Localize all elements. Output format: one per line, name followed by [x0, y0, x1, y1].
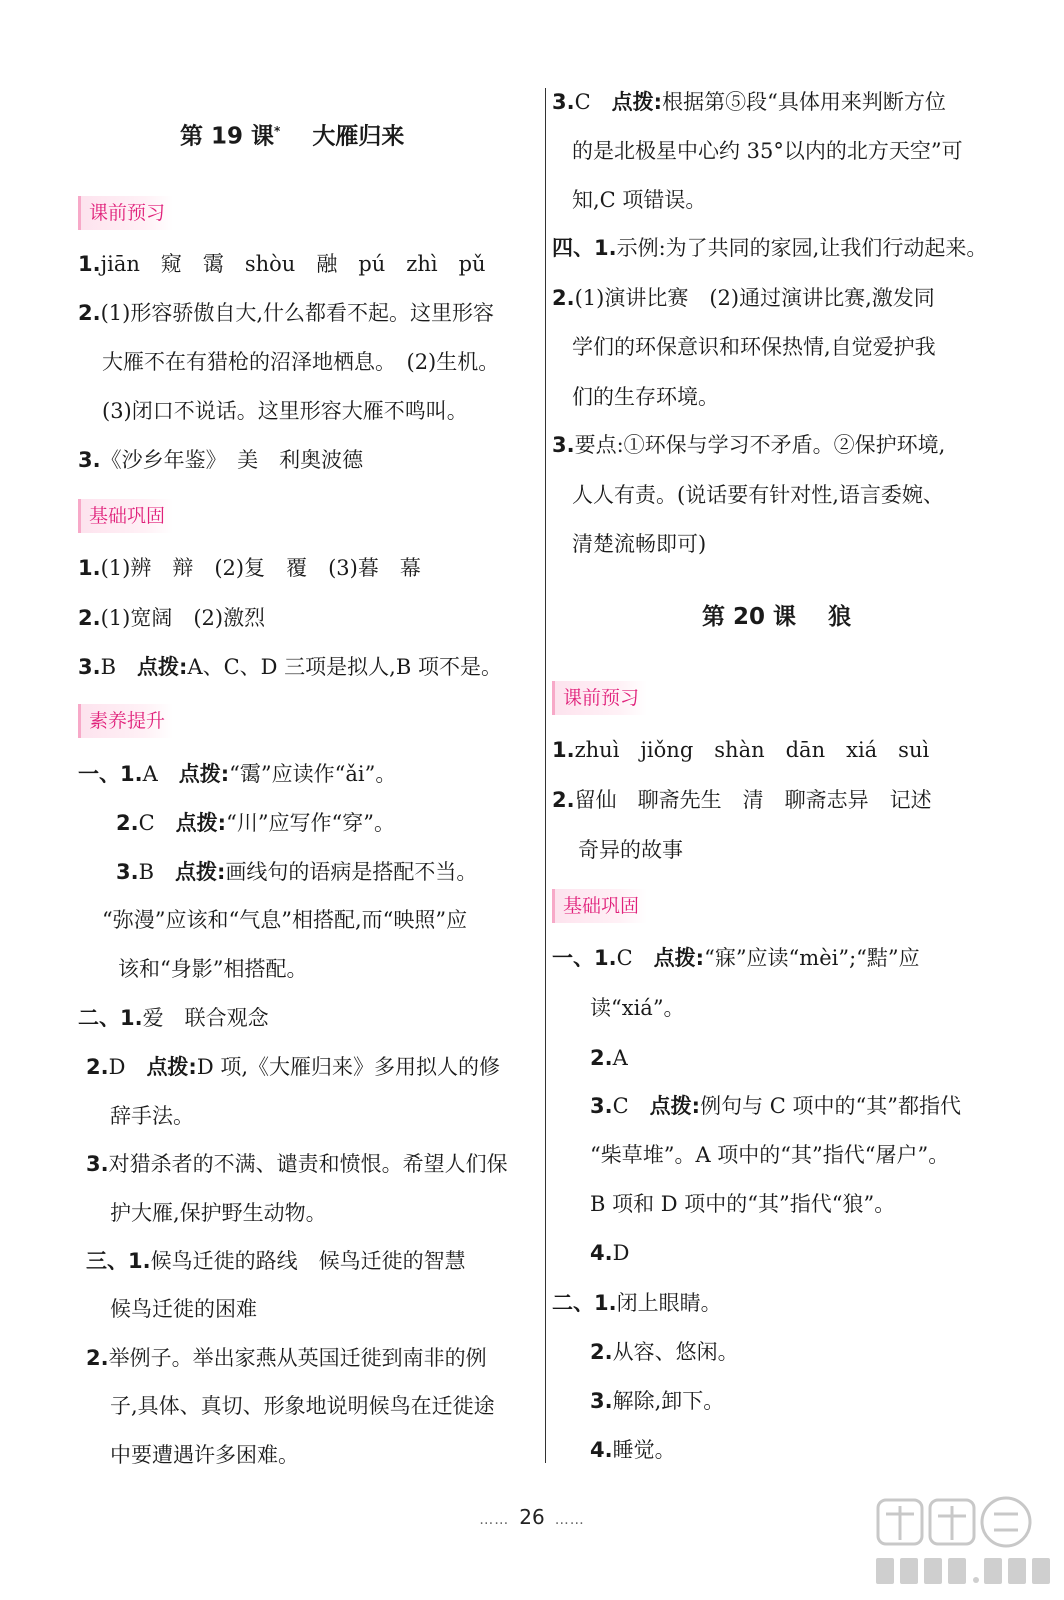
- answer-line: 1.(1)辨 辩 (2)复 覆 (3)暮 幕: [78, 556, 421, 580]
- answer-line: 们的生存环境。: [572, 385, 719, 409]
- answer-line: 子,具体、真切、形象地说明候鸟在迁徙途: [110, 1394, 495, 1418]
- answer-line: 1.jiān 窥 霭 shòu 融 pú zhì pǔ: [78, 252, 486, 276]
- answer-line: “柴草堆”。A 项中的“其”指代“屠户”。: [590, 1143, 950, 1167]
- answer-line: “弥漫”应该和“气息”相搭配,而“映照”应: [102, 908, 468, 932]
- watermark-logo: [872, 1492, 1052, 1592]
- answer-line: 2.从容、悠闲。: [590, 1340, 739, 1364]
- answer-line: 3.要点:①环保与学习不矛盾。②保护环境,: [552, 433, 946, 457]
- section-header-basic: 基础巩固: [552, 889, 647, 923]
- answer-line: 2.A: [590, 1046, 628, 1070]
- answer-line: 2.D 点拨:D 项,《大雁归来》多用拟人的修: [86, 1055, 501, 1079]
- lesson-number: 第 20 课: [702, 604, 797, 630]
- footer-dots: ……: [554, 1512, 585, 1528]
- lesson-20-title: [702, 602, 851, 632]
- answer-line: 中要遭遇许多困难。: [110, 1443, 299, 1467]
- answer-line: 2.C 点拨:“川”应写作“穿”。: [116, 811, 396, 835]
- answer-line: 二、1.闭上眼睛。: [552, 1291, 722, 1315]
- answer-line: 辞手法。: [110, 1104, 194, 1128]
- answer-line: 人人有责。(说话要有针对性,语言委婉、: [572, 483, 944, 507]
- page-number: 26: [519, 1505, 545, 1529]
- answer-line: 四、1.示例:为了共同的家园,让我们行动起来。: [552, 236, 988, 260]
- answer-line: (3)闭口不说话。这里形容大雁不鸣叫。: [102, 399, 468, 423]
- footer-dots: ……: [479, 1512, 510, 1528]
- answer-line: 学们的环保意识和环保热情,自觉爱护我: [572, 335, 936, 359]
- answer-line: 3.《沙乡年鉴》 美 利奥波德: [78, 448, 364, 472]
- column-divider: [545, 88, 546, 1463]
- answer-line: 3.C 点拨:例句与 C 项中的“其”都指代: [590, 1094, 961, 1118]
- answer-line: 护大雁,保护野生动物。: [110, 1201, 327, 1225]
- section-header-improve: 素养提升: [78, 704, 173, 738]
- answer-line: 清楚流畅即可): [572, 532, 707, 556]
- answer-line: 2.留仙 聊斋先生 清 聊斋志异 记述: [552, 788, 932, 812]
- answer-line: 该和“身影”相搭配。: [118, 957, 308, 981]
- answer-line: 一、1.A 点拨:“霭”应读作“ǎi”。: [78, 762, 397, 786]
- answer-line: 2.(1)宽阔 (2)激烈: [78, 606, 266, 630]
- answer-line: 二、1.爱 联合观念: [78, 1006, 269, 1030]
- lesson-number: 第 19 课: [180, 123, 275, 150]
- section-header-preview: 课前预习: [552, 681, 647, 715]
- answer-line: 3.B 点拨:A、C、D 三项是拟人,B 项不是。: [78, 655, 502, 679]
- answer-line: B 项和 D 项中的“其”指代“狼”。: [590, 1192, 896, 1216]
- answer-line: 3.B 点拨:画线句的语病是搭配不当。: [116, 860, 478, 884]
- answer-line: 3.C 点拨:根据第⑤段“具体用来判断方位: [552, 90, 946, 114]
- answer-line: 2.(1)形容骄傲自大,什么都看不起。这里形容: [78, 301, 495, 325]
- answer-line: 一、1.C 点拨:“寐”应读“mèi”;“黠”应: [552, 946, 920, 970]
- answer-line: 知,C 项错误。: [572, 188, 707, 212]
- answer-line: 三、1.候鸟迁徙的路线 候鸟迁徙的智慧: [86, 1249, 466, 1273]
- answer-line: 奇异的故事: [578, 838, 683, 862]
- answer-line: 大雁不在有猎枪的沼泽地栖息。 (2)生机。: [102, 350, 500, 374]
- answer-line: 的是北极星中心约 35°以内的北方天空”可: [572, 139, 963, 163]
- answer-line: 读“xiá”。: [590, 996, 685, 1020]
- answer-line: 2.举例子。举出家燕从英国迁徙到南非的例: [86, 1346, 487, 1370]
- answer-line: 3.解除,卸下。: [590, 1389, 725, 1413]
- lesson-19-title: [180, 116, 404, 152]
- lesson-name: 狼: [828, 604, 852, 630]
- answer-line: 2.(1)演讲比赛 (2)通过演讲比赛,激发同: [552, 286, 935, 310]
- lesson-name: 大雁归来: [312, 123, 405, 150]
- answer-line: 候鸟迁徙的困难: [110, 1297, 257, 1321]
- answer-line: 3.对猎杀者的不满、谴责和愤恨。希望人们保: [86, 1152, 508, 1176]
- lesson-mark: *: [274, 124, 281, 138]
- answer-line: 1.zhuì jiǒng shàn dān xiá suì: [552, 738, 930, 762]
- section-header-basic: 基础巩固: [78, 499, 173, 533]
- answer-line: 4.D: [590, 1241, 630, 1265]
- section-header-preview: 课前预习: [78, 196, 173, 230]
- answer-line: 4.睡觉。: [590, 1438, 676, 1462]
